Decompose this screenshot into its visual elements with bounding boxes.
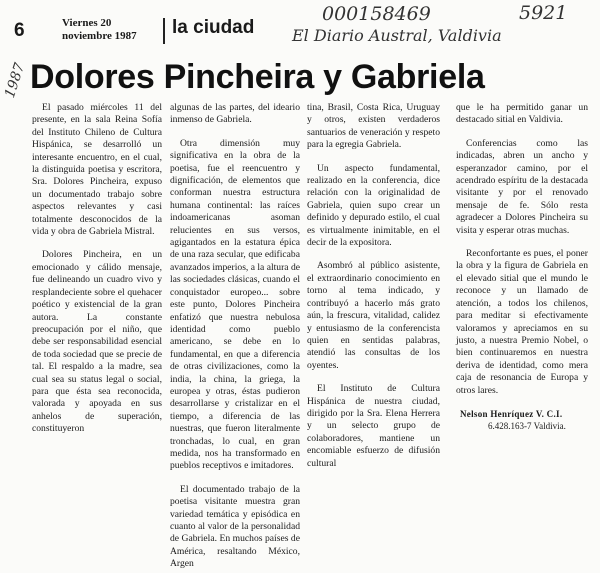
section-title: la ciudad [172,17,255,38]
paragraph: Un aspecto fundamental, realizado en la conferencia, dice relación con la originalidad de Gabriela, quien supo crear un definido y depurado estilo, el cual es virtualmente inimitable, en el decir de la expositora. [307,162,440,249]
handwritten-source: El Diario Austral, Valdivia [292,26,502,45]
paragraph: que le ha permitido ganar un destacado sitial en Valdivia. [456,102,588,126]
handwritten-year: 1987 [2,61,29,100]
author-name: Nelson Henríquez V. C.I. [460,409,563,419]
paragraph: Otra dimensión muy significativa en la obra de la poetisa, fue el reencuentro y dignificación, de elementos que conforman nuestra estructura humana continental: las raíces indoamericanas asoman relucientes en sus versos, agigantados en la estatura épica de una raza secular, que edificaba avanzados imperios, a la altura de las sociedades clásicas, cuando el conquistador europeo... sobre este punto, Dolores Pincheira enfatizó que nuestra nebulosa identidad como pueblo americano, se debe en lo fundamental, en que a diferencia de otras civilizaciones, como la india, la china, la griega, la europea y otras, éstas pudieron desarrollarse y cristalizar en el tiempo, a diferencia de las nuestras, que fueron literalmente tronchadas, lo cual, en gran medida, nos ha transformado en pueblos receptivos e imitadores. [170,137,300,472]
paragraph: algunas de las partes, del ideario inmenso de Gabriela. [170,102,300,126]
handwritten-code: 5921 [519,2,568,24]
article-column-1 [32,102,162,447]
article-headline: Dolores Pincheira y Gabriela [30,58,485,96]
author-id: 6.428.163-7 Valdivia. [488,421,566,431]
paragraph: Conferencias como las indicadas, abren un ancho y esperanzador camino, por el acendrado espíritu de la destacada visitante y por el renovado mensaje de fe. Sólo resta agradecer a Dolores Pincheira su visita y esperar otras muchas. [456,137,588,236]
paragraph: Dolores Pincheira, en un emocionado y cálido mensaje, fue delineando un cuadro vivo y resplandeciente sobre el quehacer poético y existencial de la gran autora. La constante preocupación por el niño, que debe ser responsabilidad esencial de toda sociedad que se precie de tal. El respaldo a la madre, sea cual sea su status legal o social, para que ésta sea reconocida, valorada y apoyada en sus anhelos de superación, constituyeron [32,249,162,435]
author-signature [460,408,590,432]
paragraph: El documentado trabajo de la poetisa visitante muestra gran variedad temática y episódica en cuanto al valor de la personalidad de Gabriela. En muchos países de América, resaltando México, Argen [170,483,300,570]
page-number: 6 [14,20,25,41]
issue-weekday: Viernes 20 [62,17,112,29]
issue-month-year: noviembre 1987 [62,30,137,42]
paragraph: Asombró al público asistente, el extraordinario conocimiento en torno al tema indicado, y contribuyó a hacerlo más grato aún, la frescura, vitalidad, calidez y entusiasmo de la conferencista quien en sentidas palabras, atendió las consultas de los oyentes. [307,260,440,371]
article-column-2 [170,102,300,573]
article-column-3 [307,102,440,481]
paragraph: El Instituto de Cultura Hispánica de nuestra ciudad, dirigido por la Sra. Elena Herrera y un selecto grupo de colaboradores, mantiene un encomiable esfuerzo de difusión cultural [307,383,440,469]
handwritten-record-id: 000158469 [322,3,431,25]
header-divider [163,18,165,44]
paragraph: Reconfortante es pues, el poner la obra y la figura de Gabriela en el elevado sitial que el mundo le reconoce y un llamado de atención, a todos los chilenos, para meditar si efectivamente valoramos y apreciamos en su justo, a nuestra Premio Nobel, o bien continuaremos en nuestra deriva de identidad, como mera caja de resonancia de Europa y otros lares. [456,248,588,396]
paragraph: tina, Brasil, Costa Rica, Uruguay y otros, existen verdaderos santuarios de veneración y respeto para la egregia Gabriela. [307,102,440,151]
issue-date [62,17,137,43]
article-column-4 [456,102,588,408]
paragraph: El pasado miércoles 11 del presente, en la sala Reina Sofía del Instituto Chileno de Cultura Hispánica, se desarrolló un interesante encuentro, en el cual, la distinguida poetisa y escritora, Sra. Dolores Pincheira, expuso un documentado trabajo sobre aspectos relevantes y casi totalmente desconocidos de la vida y obra de Gabriela Mistral. [32,102,162,238]
